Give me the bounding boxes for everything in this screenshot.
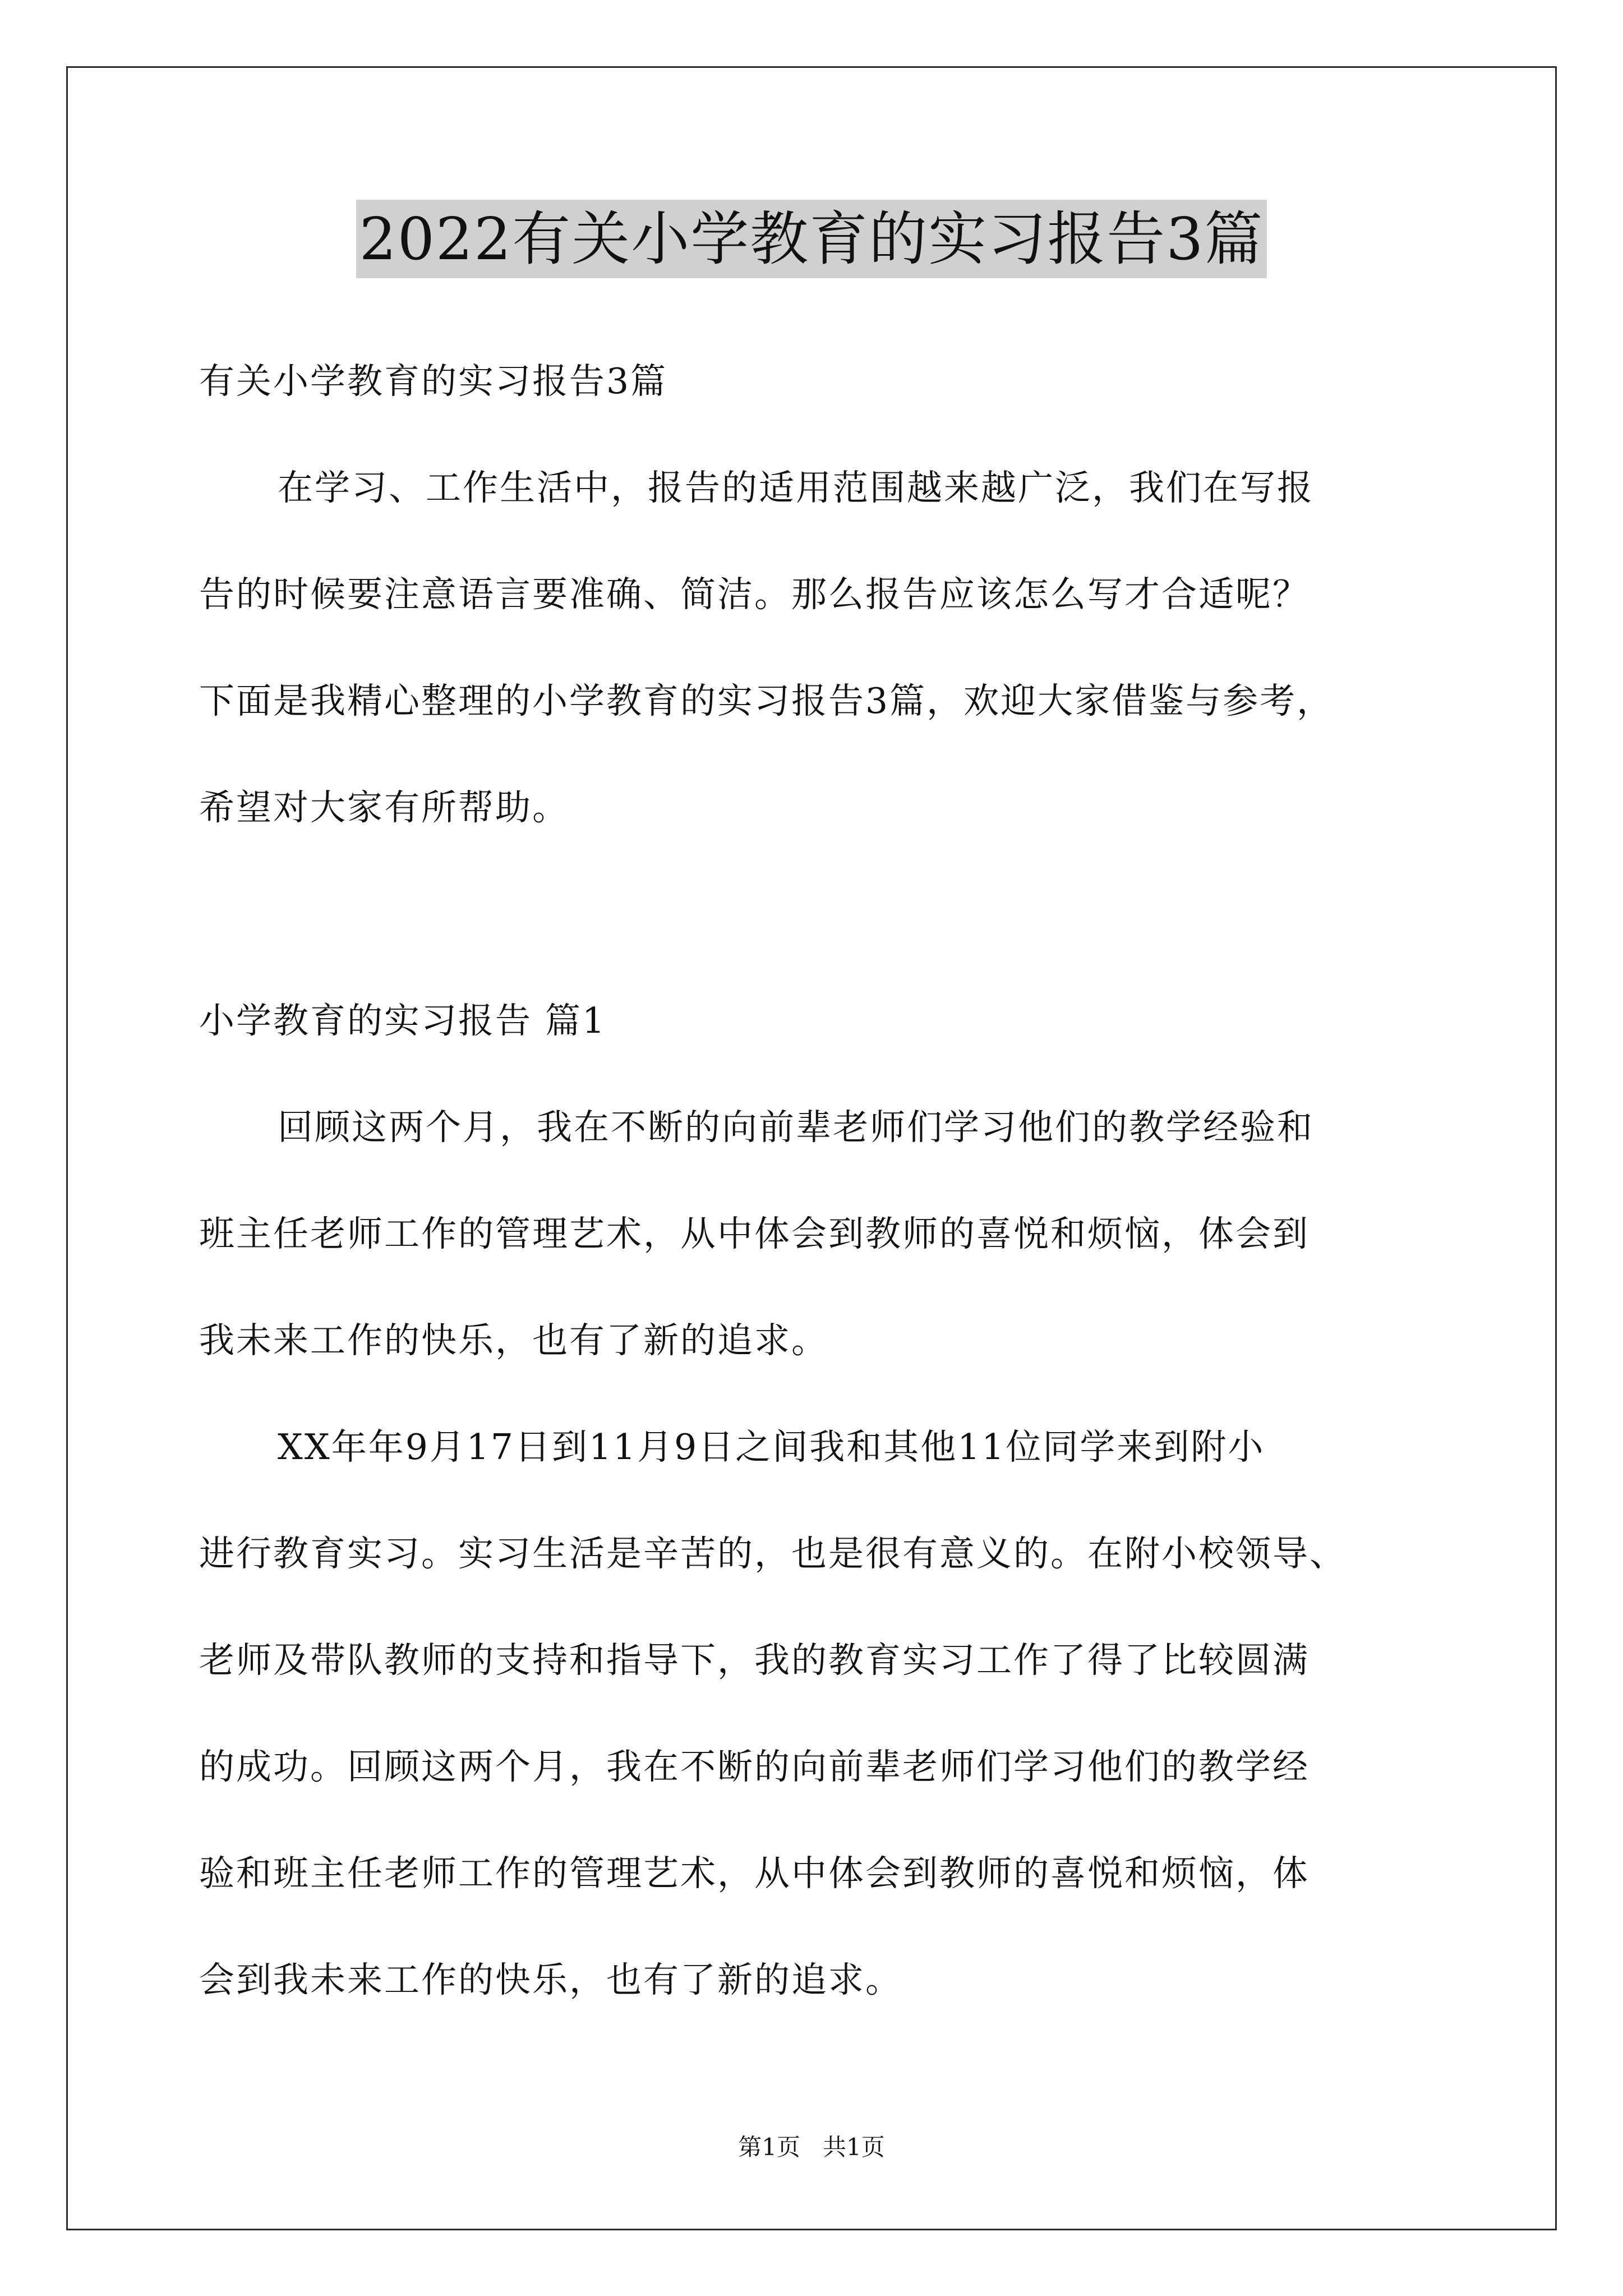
paragraph-line: 的成功。回顾这两个月，我在不断的向前辈老师们学习他们的教学经 [199, 1746, 1310, 1787]
paragraph-line: XX年年9月17日到11月9日之间我和其他11位同学来到附小 [278, 1427, 1265, 1467]
paragraph-line: 班主任老师工作的管理艺术，从中体会到教师的喜悦和烦恼，体会到 [199, 1213, 1310, 1254]
paragraph-line: 我未来工作的快乐，也有了新的追求。 [199, 1320, 828, 1361]
document-title: 2022有关小学教育的实习报告3篇 [356, 200, 1267, 278]
document-subtitle: 有关小学教育的实习报告3篇 [199, 361, 668, 402]
intro-line: 告的时候要注意语言要准确、简洁。那么报告应该怎么写才合适呢？ [199, 574, 1310, 615]
paragraph-line: 进行教育实习。实习生活是辛苦的，也是很有意义的。在附小校领导、 [199, 1533, 1347, 1574]
intro-line: 希望对大家有所帮助。 [199, 787, 569, 828]
title-container [0, 200, 1623, 278]
paragraph-line: 老师及带队教师的支持和指导下，我的教育实习工作了得了比较圆满 [199, 1640, 1310, 1681]
section-heading: 小学教育的实习报告 篇1 [199, 1000, 607, 1041]
paragraph-line: 会到我未来工作的快乐，也有了新的追求。 [199, 1959, 902, 2000]
paragraph-line: 回顾这两个月，我在不断的向前辈老师们学习他们的教学经验和 [278, 1107, 1314, 1148]
intro-line: 在学习、工作生活中，报告的适用范围越来越广泛，我们在写报 [278, 467, 1314, 508]
intro-line: 下面是我精心整理的小学教育的实习报告3篇，欢迎大家借鉴与参考， [199, 680, 1334, 721]
page-footer: 第1页 共1页 [738, 2133, 885, 2161]
paragraph-line: 验和班主任老师工作的管理艺术，从中体会到教师的喜悦和烦恼，体 [199, 1853, 1310, 1894]
